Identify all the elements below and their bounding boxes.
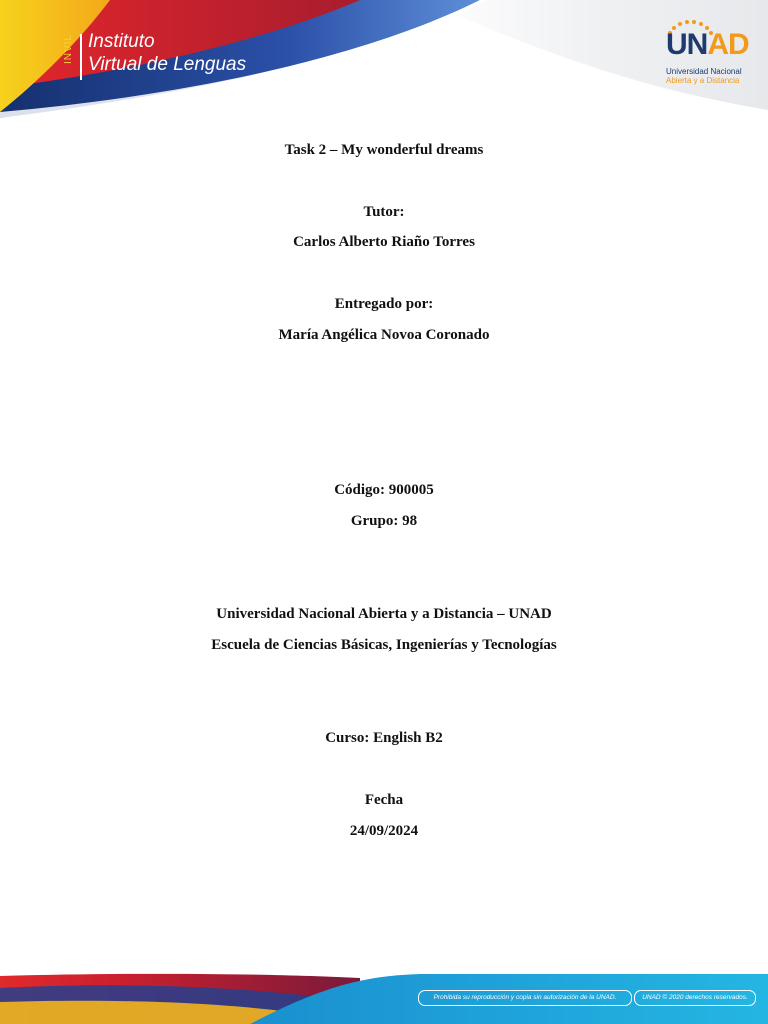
unad-logo-wordmark xyxy=(666,28,749,62)
brand-divider xyxy=(80,34,82,80)
institute-brand xyxy=(63,30,247,76)
copyright-notice: Prohibida su reproducción y copia sin autorización de la UNAD. xyxy=(418,990,632,1006)
delivered-by-label: Entregado por: xyxy=(334,296,434,312)
group-number: Grupo: 98 xyxy=(350,513,418,529)
unad-logo-subtitle-line1: Universidad Nacional xyxy=(666,67,742,76)
date-label: Fecha xyxy=(364,792,404,808)
course-name: Curso: English B2 xyxy=(325,730,443,746)
course-code: Código: 900005 xyxy=(334,482,434,498)
brand-title-line2: Virtual de Lenguas xyxy=(88,54,247,75)
rights-notice: UNAD © 2020 derechos reservados. xyxy=(634,990,756,1006)
tutor-label: Tutor: xyxy=(363,204,405,220)
school-name: Escuela de Ciencias Básicas, Ingenierías y Tecnologías xyxy=(211,637,557,653)
unad-logo-un: UN xyxy=(666,28,708,61)
unad-logo-subtitle-line2: Abierta y a Distancia xyxy=(666,76,740,85)
unad-logo-ad: AD xyxy=(707,28,749,61)
brand-side-label: INVIL xyxy=(63,34,74,65)
unad-logo xyxy=(662,18,752,88)
submission-date: 24/09/2024 xyxy=(349,823,419,839)
unad-logo-subtitle xyxy=(666,67,756,85)
brand-title-line1: Instituto xyxy=(88,31,155,52)
footer-banner xyxy=(0,968,768,1024)
header-banner xyxy=(0,0,768,120)
tutor-name: Carlos Alberto Riaño Torres xyxy=(293,234,475,250)
assignment-title: Task 2 – My wonderful dreams xyxy=(284,142,484,158)
student-name: María Angélica Novoa Coronado xyxy=(278,327,490,343)
university-name: Universidad Nacional Abierta y a Distancia – UNAD xyxy=(216,606,552,622)
